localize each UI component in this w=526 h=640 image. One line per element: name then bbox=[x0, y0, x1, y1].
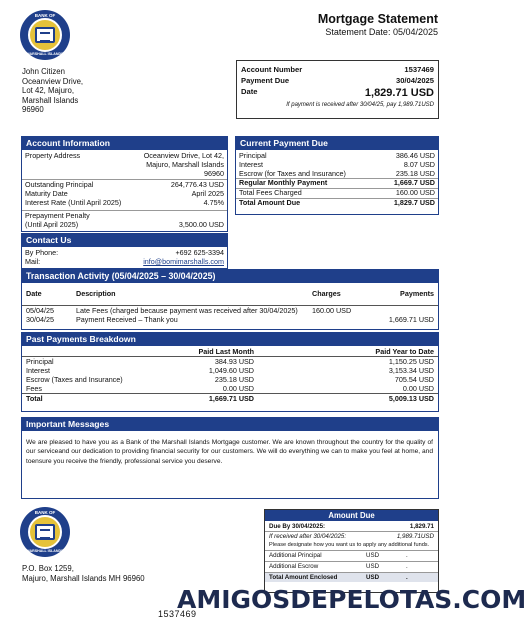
property-address-label: Property Address bbox=[25, 151, 81, 160]
transaction-charges: 160.00 USD bbox=[308, 306, 372, 316]
transaction-payments bbox=[372, 306, 438, 316]
amount-due-coupon bbox=[264, 509, 439, 593]
prepayment-penalty-period: (Until April 2025) bbox=[25, 219, 79, 229]
total-amount-due-label: Total Amount Due bbox=[239, 197, 301, 207]
po-box: P.O. Box 1259, bbox=[22, 564, 74, 573]
email-link[interactable]: info@bomimarshalls.com bbox=[143, 256, 224, 266]
transaction-activity-panel bbox=[21, 269, 439, 330]
contact-panel bbox=[21, 233, 228, 269]
outstanding-principal-label: Outstanding Principal bbox=[25, 180, 94, 190]
current-interest-label: Interest bbox=[239, 159, 263, 169]
contact-header: Contact Us bbox=[22, 234, 227, 247]
designate-note: Please designate how you want us to apply any additional funds. bbox=[269, 542, 430, 548]
account-information-panel bbox=[21, 136, 228, 232]
transaction-date: 30/04/25 bbox=[26, 315, 54, 324]
current-payment-header: Current Payment Due bbox=[236, 137, 438, 150]
due-by-value: 1,829.71 bbox=[409, 523, 434, 530]
recipient-line: 96960 bbox=[22, 105, 44, 115]
table-row bbox=[22, 315, 438, 324]
due-by-label: Due By 30/04/2025: bbox=[269, 523, 326, 530]
transaction-payments: 1,669.71 USD bbox=[388, 315, 434, 324]
col-description: Description bbox=[76, 289, 116, 298]
total-enclosed-input[interactable]: . bbox=[406, 574, 408, 581]
col-paid-ytd: Paid Year to Date bbox=[375, 347, 434, 356]
important-messages-panel bbox=[21, 417, 439, 499]
total-fees-value: 160.00 USD bbox=[395, 188, 435, 198]
important-messages-header: Important Messages bbox=[22, 418, 438, 431]
current-payment-panel bbox=[235, 136, 439, 215]
past-ytd: 0.00 USD bbox=[402, 384, 434, 393]
past-payments-header: Past Payments Breakdown bbox=[22, 333, 438, 346]
current-principal-value: 386.46 USD bbox=[395, 151, 435, 160]
interest-rate-value: 4.75% bbox=[203, 197, 224, 207]
recipient-line: Marshall Islands bbox=[22, 95, 79, 105]
table-row bbox=[22, 357, 438, 367]
account-information-header: Account Information bbox=[22, 137, 227, 150]
logo-text-top: BANK OF bbox=[34, 13, 56, 18]
regular-monthly-value: 1,669.7 USD bbox=[393, 178, 435, 188]
remit-address bbox=[22, 564, 145, 584]
currency-label: USD bbox=[366, 552, 380, 559]
bank-logo-bottom bbox=[20, 507, 70, 557]
remit-city: Majuro, Marshall Islands MH 96960 bbox=[22, 574, 145, 583]
prepayment-penalty-label: Prepayment Penalty bbox=[25, 210, 90, 220]
account-number-label: Account Number bbox=[241, 65, 303, 74]
col-label bbox=[22, 347, 148, 357]
past-last-month: 1,669.71 USD bbox=[148, 394, 258, 404]
maturity-date-label: Maturity Date bbox=[25, 189, 68, 199]
past-ytd: 5,009.13 USD bbox=[258, 394, 438, 404]
col-payments: Payments bbox=[400, 289, 434, 298]
past-label: Interest bbox=[26, 366, 50, 375]
recipient-address bbox=[22, 67, 83, 115]
total-fees-label: Total Fees Charged bbox=[239, 188, 302, 198]
phone-label: By Phone: bbox=[25, 248, 59, 257]
transaction-charges bbox=[308, 315, 372, 324]
table-row bbox=[22, 366, 438, 375]
past-payments-header-row bbox=[22, 347, 438, 357]
past-ytd: 3,153.34 USD bbox=[388, 366, 434, 375]
table-row bbox=[22, 375, 438, 384]
current-escrow-label: Escrow (for Taxes and Insurance) bbox=[239, 168, 346, 178]
interest-rate-label: Interest Rate (Until April 2025) bbox=[25, 197, 122, 207]
amount-due-total: 1,829.71 USD bbox=[364, 87, 434, 99]
total-enclosed-label: Total Amount Enclosed bbox=[269, 574, 338, 581]
recipient-line: Oceanview Drive, bbox=[22, 76, 84, 86]
prepayment-penalty-value: 3,500.00 USD bbox=[178, 219, 224, 229]
property-address-line: Oceanview Drive, Lot 42, bbox=[143, 151, 224, 160]
past-last-month: 0.00 USD bbox=[222, 384, 254, 393]
property-address-line: 96960 bbox=[204, 168, 224, 178]
payment-due-date: 30/04/2025 bbox=[395, 76, 434, 85]
amount-due-header: Amount Due bbox=[265, 510, 438, 521]
maturity-date-value: April 2025 bbox=[191, 189, 224, 199]
table-row-total bbox=[22, 394, 438, 404]
late-label: If received after 30/04/2025: bbox=[269, 533, 347, 540]
phone-value: +692 625-3394 bbox=[175, 248, 224, 257]
regular-monthly-label: Regular Monthly Payment bbox=[239, 178, 328, 188]
current-escrow-value: 235.18 USD bbox=[395, 168, 435, 178]
past-last-month: 384.93 USD bbox=[148, 357, 258, 367]
outstanding-principal-value: 264,776.43 USD bbox=[170, 180, 224, 190]
currency-label: USD bbox=[366, 574, 380, 581]
transaction-date: 05/04/25 bbox=[22, 306, 72, 316]
additional-principal-label: Additional Principal bbox=[269, 552, 322, 559]
transaction-header-row bbox=[22, 289, 438, 306]
statement-date: Statement Date: 05/04/2025 bbox=[325, 27, 438, 37]
transaction-description: Payment Received – Thank you bbox=[76, 315, 178, 324]
past-label: Total bbox=[22, 394, 148, 404]
recipient-line: Lot 42, Majuro, bbox=[22, 86, 75, 96]
past-last-month: 1,049.60 USD bbox=[208, 366, 254, 375]
past-label: Principal bbox=[22, 357, 148, 367]
total-amount-due-value: 1,829.7 USD bbox=[393, 197, 435, 207]
col-paid-last-month: Paid Last Month bbox=[198, 347, 254, 356]
account-number: 1537469 bbox=[404, 65, 434, 74]
table-row bbox=[22, 306, 438, 316]
past-last-month: 235.18 USD bbox=[214, 375, 254, 384]
footer-account-number: 1537469 bbox=[158, 609, 197, 619]
logo-text-top: BANK OF bbox=[34, 510, 56, 515]
late-value: 1,989.71USD bbox=[396, 533, 434, 540]
col-date: Date bbox=[26, 289, 42, 298]
currency-label: USD bbox=[366, 563, 380, 570]
additional-escrow-input[interactable]: . bbox=[406, 563, 408, 570]
past-label: Fees bbox=[26, 384, 42, 393]
transaction-description: Late Fees (charged because payment was received after 30/04/2025) bbox=[72, 306, 308, 316]
past-ytd: 705.54 USD bbox=[394, 375, 434, 384]
current-interest-value: 8.07 USD bbox=[403, 159, 435, 169]
page-title: Mortgage Statement bbox=[317, 12, 438, 26]
recipient-name: John Citizen bbox=[22, 67, 65, 76]
late-payment-note: If payment is received after 30/04/25, pay 1,989.71USD bbox=[286, 102, 434, 108]
account-summary-box bbox=[236, 60, 439, 119]
col-charges: Charges bbox=[312, 289, 341, 298]
logo-mark-icon bbox=[35, 27, 55, 43]
mail-label: Mail: bbox=[25, 256, 41, 266]
transaction-activity-header: Transaction Activity (05/04/2025 – 30/04/2025) bbox=[22, 270, 438, 283]
payment-due-label: Payment Due bbox=[241, 76, 290, 85]
logo-text-bottom: MARSHALL ISLANDS bbox=[26, 52, 64, 56]
watermark: AMIGOSDEPELOTAS.COM bbox=[177, 585, 526, 614]
logo-mark-icon bbox=[35, 524, 55, 540]
important-messages-body: We are pleased to have you as a Bank of the Marshall Islands Mortgage customer. We are known throughout the country for the quality of our serviceand our dedication to providing financial security for our customers. We will do everything we can to make you feel at home, and toensure you receive the friendly, professional service you deserve. bbox=[26, 439, 433, 465]
past-ytd: 1,150.25 USD bbox=[258, 357, 438, 367]
logo-text-bottom: MARSHALL ISLANDS bbox=[26, 549, 64, 553]
additional-escrow-label: Additional Escrow bbox=[269, 563, 319, 570]
current-principal-label: Principal bbox=[239, 151, 267, 160]
past-payments-panel bbox=[21, 332, 439, 412]
bank-logo bbox=[20, 10, 70, 60]
additional-principal-input[interactable]: . bbox=[406, 552, 408, 559]
date-label: Date bbox=[241, 87, 258, 96]
past-label: Escrow (Taxes and Insurance) bbox=[26, 375, 123, 384]
table-row bbox=[22, 384, 438, 394]
property-address-line: Majuro, Marshall Islands bbox=[146, 159, 224, 169]
